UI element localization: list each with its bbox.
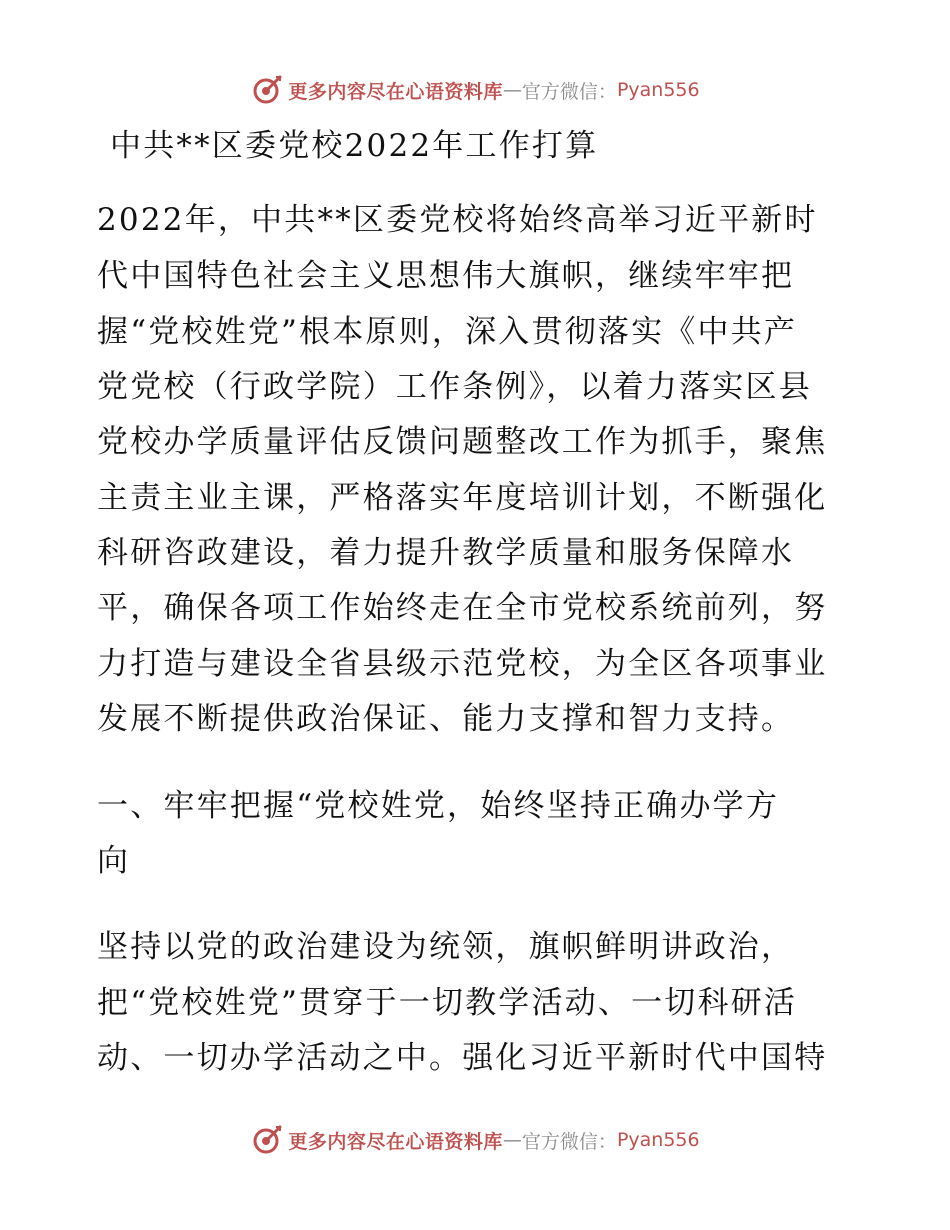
body-line: 平，确保各项工作始终走在全市党校系统前列，努: [97, 590, 828, 626]
body-line: 握“党校姓党”根本原则，深入贯彻落实《中共产: [97, 314, 798, 350]
body-line: 2022年，中共**区委党校将始终高举习近平新时: [97, 202, 818, 238]
watermark-wechat-id: Pyan556: [616, 79, 700, 101]
watermark-brand-text: 更多内容尽在心语资料库: [288, 1130, 503, 1153]
watermark-official-label: 官方微信：: [521, 1130, 617, 1153]
body-line: 代中国特色社会主义思想伟大旗帜，继续牢牢把: [97, 258, 795, 294]
body-line: 把“党校姓党”贯穿于一切教学活动、一切科研活: [97, 985, 798, 1021]
watermark-official-label: 官方微信：: [521, 80, 617, 103]
body-line: 主责主业主课，严格落实年度培训计划，不断强化: [97, 480, 828, 516]
body-line: 党党校（行政学院）工作条例》，以着力落实区县: [97, 369, 812, 405]
section-heading: 一、牢牢把握“党校姓党，始终坚持正确办学方: [97, 788, 780, 824]
body-line: 党校办学质量评估反馈问题整改工作为抓手，聚焦: [97, 424, 828, 460]
watermark-brand-text: 更多内容尽在心语资料库: [288, 80, 503, 103]
body-line: 力打造与建设全省县级示范党校，为全区各项事业: [97, 646, 828, 682]
body-line: 动、一切办学活动之中。强化习近平新时代中国特: [97, 1040, 828, 1076]
watermark-separator: —: [502, 1129, 522, 1151]
brand-logo-icon: [250, 73, 284, 107]
body-line: 发展不断提供政治保证、能力支撑和智力支持。: [97, 701, 795, 737]
watermark-wechat-id: Pyan556: [616, 1129, 700, 1151]
watermark-banner-top: [0, 70, 950, 110]
brand-logo-icon: [250, 1123, 284, 1157]
watermark-separator: —: [502, 79, 522, 101]
body-line: 科研咨政建设，着力提升教学质量和服务保障水: [97, 535, 795, 571]
document-title: 中共**区委党校2022年工作打算: [110, 128, 599, 164]
section-heading-continued: 向: [97, 843, 131, 879]
body-line: 坚持以党的政治建设为统领，旗帜鲜明讲政治，: [97, 929, 795, 965]
watermark-banner-bottom: [0, 1120, 950, 1160]
